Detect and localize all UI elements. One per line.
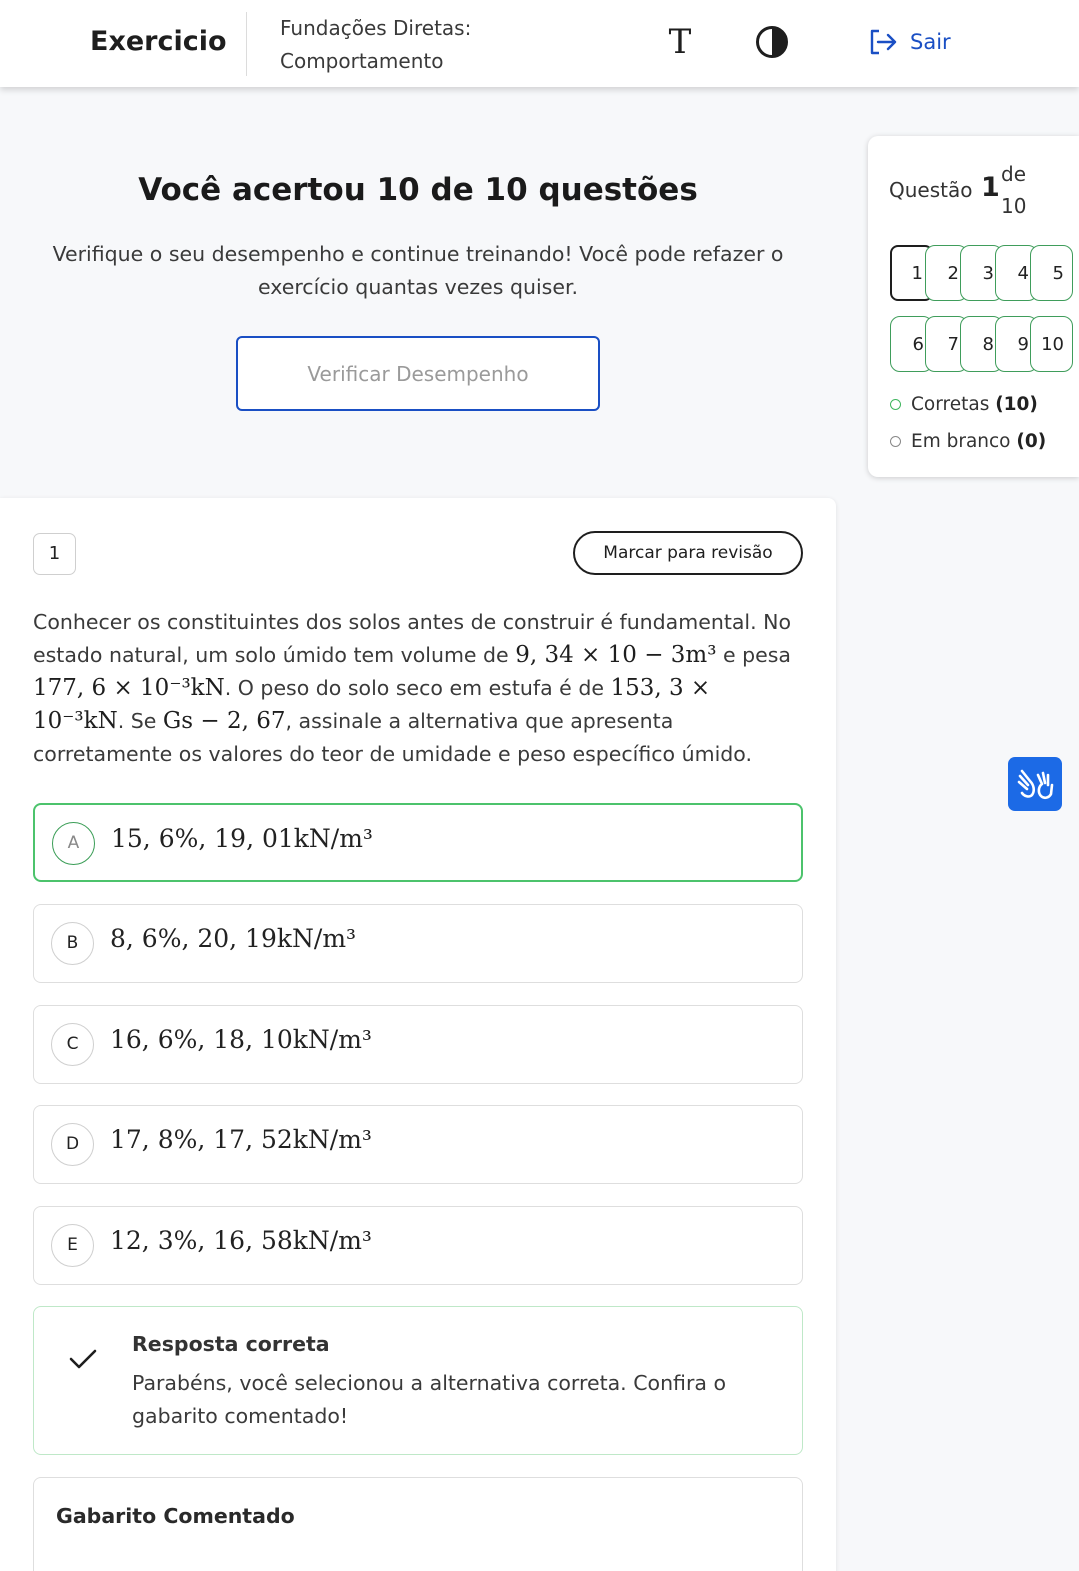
alternative-text: 16, 6%, 18, 10kN/m³ xyxy=(110,1025,372,1054)
legend-correct-label: Corretas xyxy=(911,394,990,415)
course-title: Fundações Diretas: Comportamento xyxy=(280,16,472,73)
question-cell-10[interactable]: 10 xyxy=(1030,316,1073,372)
check-icon xyxy=(68,1344,98,1374)
current-question-number: 1 xyxy=(981,172,1000,203)
alternative-text: 8, 6%, 20, 19kN/m³ xyxy=(110,924,357,953)
question-grid-row-2 xyxy=(890,316,1065,372)
question-navigator xyxy=(868,136,1079,477)
alternative-text: 15, 6%, 19, 01kN/m³ xyxy=(111,824,373,853)
answer-feedback xyxy=(33,1306,803,1455)
summary-title: Você acertou 10 de 10 questões xyxy=(138,172,698,208)
alternative-c[interactable] xyxy=(33,1005,803,1084)
alternative-letter: B xyxy=(51,922,94,965)
blank-dot-icon xyxy=(890,436,901,447)
commented-answer-panel[interactable] xyxy=(33,1477,803,1571)
statement-math-volume: 9, 34 × 10 − 3m³ xyxy=(515,642,717,668)
statement-part-4: . Se xyxy=(117,709,163,733)
brand-title: Exercicio xyxy=(90,26,227,57)
mark-for-review-button[interactable]: Marcar para revisão xyxy=(573,531,803,575)
commented-answer-title: Gabarito Comentado xyxy=(56,1504,295,1528)
question-cell-1[interactable]: 1 xyxy=(890,245,933,301)
legend-correct-count: (10) xyxy=(995,394,1038,415)
alternative-letter: A xyxy=(52,822,95,865)
question-cell-3[interactable]: 3 xyxy=(960,245,1003,301)
statement-part-5: , assinale a alternativa que apresenta corretamente os valores do teor de umidade e peso específico úmido. xyxy=(33,709,752,766)
statement-math-weight: 177, 6 × 10⁻³kN xyxy=(33,675,225,701)
logout-label: Sair xyxy=(910,30,951,54)
statement-part-1: Conhecer os constituintes dos solos antes de construir é fundamental. No estado natural, um solo úmido tem volume de xyxy=(33,610,792,667)
alternative-letter: C xyxy=(51,1023,94,1066)
alternative-b[interactable] xyxy=(33,904,803,983)
question-number-badge: 1 xyxy=(33,533,76,575)
alternative-text: 12, 3%, 16, 58kN/m³ xyxy=(110,1226,372,1255)
legend-blank xyxy=(890,431,1046,452)
sign-language-button[interactable] xyxy=(1008,757,1062,811)
alternative-a[interactable] xyxy=(33,803,803,882)
summary-text: Verifique o seu desempenho e continue treinando! Você pode refazer o exercício quantas vezes quiser. xyxy=(52,242,784,299)
alternative-e[interactable] xyxy=(33,1206,803,1285)
alternative-letter: E xyxy=(51,1224,94,1267)
logout-icon xyxy=(868,28,898,56)
feedback-title: Resposta correta xyxy=(132,1332,330,1356)
question-cell-7[interactable]: 7 xyxy=(925,316,968,372)
alternative-text: 17, 8%, 17, 52kN/m³ xyxy=(110,1125,372,1154)
question-cell-5[interactable]: 5 xyxy=(1030,245,1073,301)
question-label: Questão xyxy=(889,178,973,202)
question-cell-9[interactable]: 9 xyxy=(995,316,1038,372)
contrast-icon[interactable] xyxy=(755,25,789,59)
verify-performance-button[interactable]: Verificar Desempenho xyxy=(236,336,600,411)
question-total: de 10 xyxy=(1001,162,1027,218)
legend-correct xyxy=(890,394,1038,415)
header-divider xyxy=(246,12,247,76)
font-size-icon[interactable]: T xyxy=(668,22,692,62)
question-cell-8[interactable]: 8 xyxy=(960,316,1003,372)
question-cell-2[interactable]: 2 xyxy=(925,245,968,301)
statement-part-2: e pesa xyxy=(716,643,791,667)
correct-dot-icon xyxy=(890,399,901,410)
top-header xyxy=(0,0,1079,87)
logout-button[interactable] xyxy=(868,28,951,56)
legend-blank-count: (0) xyxy=(1016,431,1047,452)
statement-math-dry-weight: 153, 3 × 10⁻³kN xyxy=(33,675,711,734)
statement-math-gs: Gs − 2, 67 xyxy=(162,708,286,734)
question-grid-row-1 xyxy=(890,245,1065,301)
feedback-text: Parabéns, você selecionou a alternativa correta. Confira o gabarito comentado! xyxy=(132,1371,727,1428)
legend-blank-label: Em branco xyxy=(911,431,1011,452)
question-statement xyxy=(33,606,808,771)
question-cell-4[interactable]: 4 xyxy=(995,245,1038,301)
sign-language-hands-icon xyxy=(1008,757,1062,811)
statement-part-3: . O peso do solo seco em estufa é de xyxy=(224,676,611,700)
alternative-d[interactable] xyxy=(33,1105,803,1184)
alternative-letter: D xyxy=(51,1123,94,1166)
question-cell-6[interactable]: 6 xyxy=(890,316,933,372)
